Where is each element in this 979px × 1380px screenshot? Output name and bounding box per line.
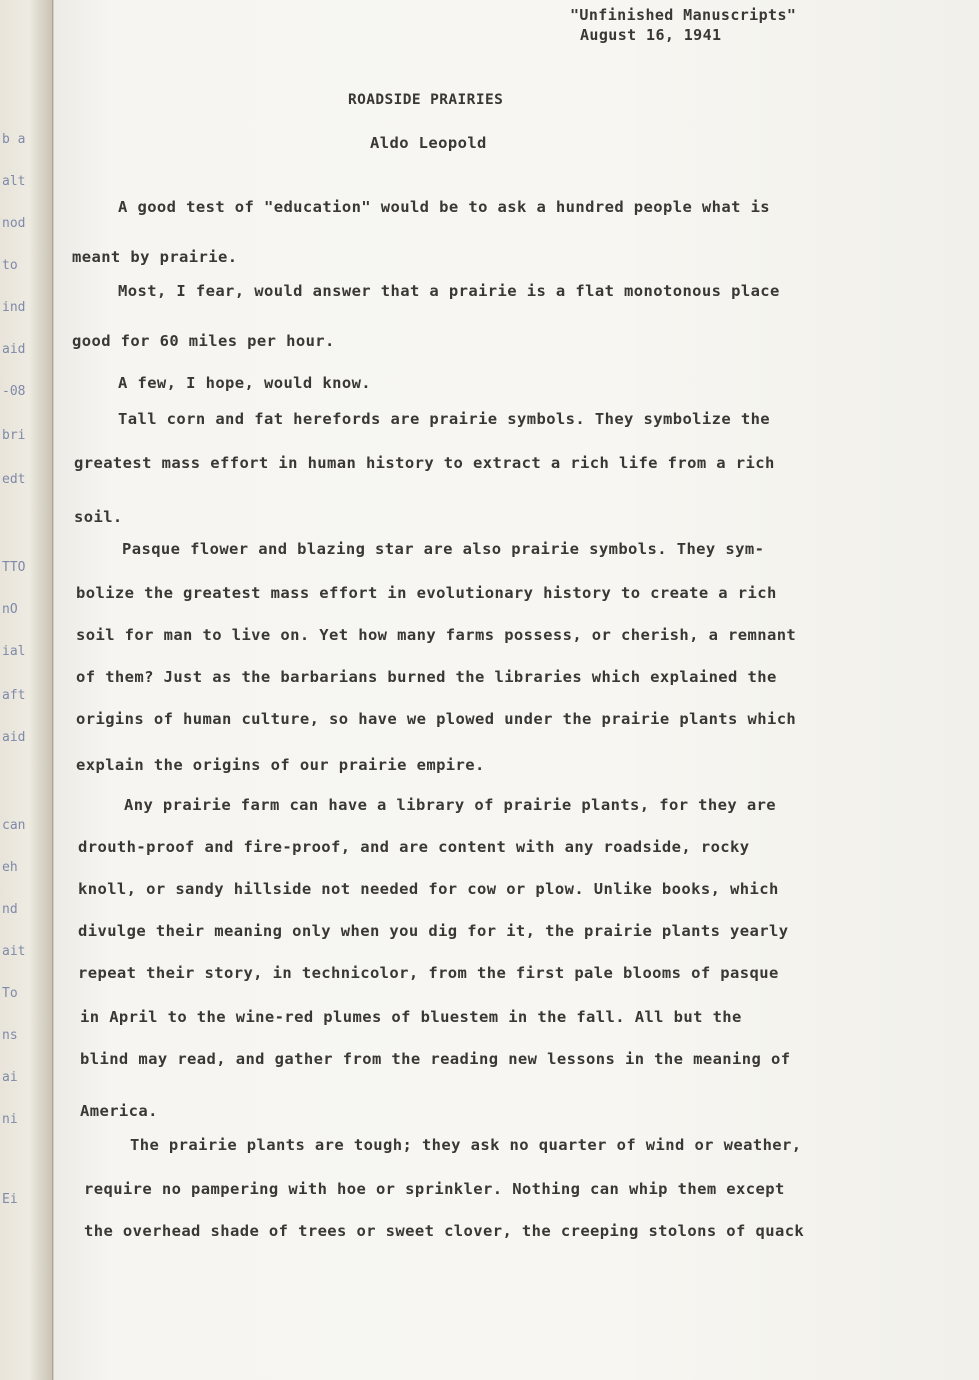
- bleed-through-text: ai: [2, 1070, 18, 1085]
- bleed-through-text: ind: [2, 300, 26, 315]
- body-line: Most, I fear, would answer that a prairie is a flat monotonous place: [118, 282, 780, 300]
- bleed-through-text: nd: [2, 902, 18, 917]
- bleed-through-text: -08: [2, 384, 26, 399]
- header-series: "Unfinished Manuscripts": [570, 6, 797, 24]
- bleed-through-text: eh: [2, 860, 18, 875]
- bleed-through-text: aft: [2, 688, 26, 703]
- body-line: explain the origins of our prairie empire.: [76, 756, 485, 774]
- bleed-through-text: TTO: [2, 560, 26, 575]
- bleed-through-text: ns: [2, 1028, 18, 1043]
- body-line: divulge their meaning only when you dig for it, the prairie plants yearly: [78, 922, 789, 940]
- body-line: in April to the wine-red plumes of bluestem in the fall. All but the: [80, 1008, 742, 1026]
- bleed-through-text: aid: [2, 730, 26, 745]
- bleed-through-text: b a: [2, 132, 26, 147]
- body-line: greatest mass effort in human history to extract a rich life from a rich: [74, 454, 775, 472]
- bleed-through-text: nod: [2, 216, 26, 231]
- body-line: good for 60 miles per hour.: [72, 332, 335, 350]
- body-line: bolize the greatest mass effort in evolutionary history to create a rich: [76, 584, 777, 602]
- bleed-through-text: ial: [2, 644, 26, 659]
- body-line: Tall corn and fat herefords are prairie symbols. They symbolize the: [118, 410, 771, 428]
- bleed-through-text: to: [2, 258, 18, 273]
- document-title: ROADSIDE PRAIRIES: [348, 92, 504, 108]
- bleed-through-text: nO: [2, 602, 18, 617]
- body-line: soil.: [74, 508, 123, 526]
- bleed-through-text: ni: [2, 1112, 18, 1127]
- binding-edge: [0, 0, 53, 1380]
- body-line: require no pampering with hoe or sprinkler. Nothing can whip them except: [84, 1180, 785, 1198]
- body-line: soil for man to live on. Yet how many farms possess, or cherish, a remnant: [76, 626, 797, 644]
- body-line: The prairie plants are tough; they ask no quarter of wind or weather,: [130, 1136, 802, 1154]
- manuscript-page: [54, 0, 979, 1380]
- body-line: A few, I hope, would know.: [118, 374, 372, 392]
- bleed-through-text: To: [2, 986, 18, 1001]
- body-line: blind may read, and gather from the reading new lessons in the meaning of: [80, 1050, 791, 1068]
- body-line: America.: [80, 1102, 158, 1120]
- bleed-through-text: ait: [2, 944, 26, 959]
- document-author: Aldo Leopold: [370, 134, 487, 152]
- body-line: repeat their story, in technicolor, from the first pale blooms of pasque: [78, 964, 779, 982]
- bleed-through-text: edt: [2, 472, 26, 487]
- body-line: knoll, or sandy hillside not needed for cow or plow. Unlike books, which: [78, 880, 779, 898]
- body-line: of them? Just as the barbarians burned the libraries which explained the: [76, 668, 777, 686]
- bleed-through-text: alt: [2, 174, 26, 189]
- body-line: Any prairie farm can have a library of prairie plants, for they are: [124, 796, 777, 814]
- body-line: meant by prairie.: [72, 248, 238, 266]
- bleed-through-text: Ei: [2, 1192, 18, 1207]
- bleed-through-text: bri: [2, 428, 26, 443]
- body-line: the overhead shade of trees or sweet clover, the creeping stolons of quack: [84, 1222, 805, 1240]
- body-line: origins of human culture, so have we plowed under the prairie plants which: [76, 710, 797, 728]
- body-line: Pasque flower and blazing star are also prairie symbols. They sym-: [122, 540, 765, 558]
- body-line: drouth-proof and fire-proof, and are content with any roadside, rocky: [78, 838, 750, 856]
- header-date: August 16, 1941: [580, 26, 722, 44]
- bleed-through-text: aid: [2, 342, 26, 357]
- body-line: A good test of "education" would be to ask a hundred people what is: [118, 198, 771, 216]
- bleed-through-text: can: [2, 818, 26, 833]
